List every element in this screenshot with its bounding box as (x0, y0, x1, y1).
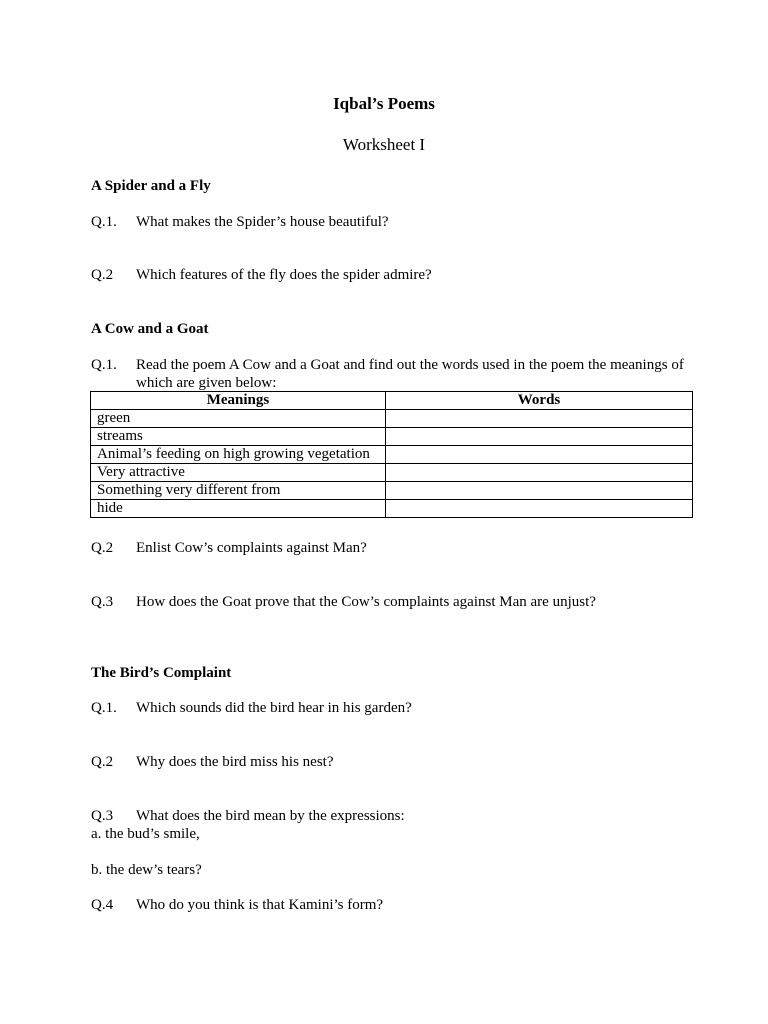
question-number: Q.3 (91, 808, 114, 824)
sub-item: a. the bud’s smile, (91, 826, 200, 842)
question-number: Q.1. (91, 357, 117, 373)
table-row (91, 428, 693, 446)
question-number: Q.3 (91, 594, 114, 610)
question-text: Read the poem A Cow and a Goat and find out the words used in the poem the meanings of which are given below: (136, 357, 684, 391)
meaning-cell: Animal’s feeding on high growing vegetation (91, 446, 386, 464)
table-row (91, 500, 693, 518)
meaning-cell: Something very different from (91, 482, 386, 500)
section-heading-spider-fly: A Spider and a Fly (91, 178, 211, 194)
word-cell (386, 464, 693, 482)
meanings-table (90, 391, 693, 518)
table-row (91, 464, 693, 482)
word-cell (386, 500, 693, 518)
question-text: Which features of the fly does the spider admire? (136, 267, 432, 283)
question-text: What does the bird mean by the expressions: (136, 808, 405, 824)
question-number: Q.4 (91, 897, 114, 913)
table-header-row (91, 392, 693, 410)
question-number: Q.2 (91, 267, 114, 283)
word-cell (386, 446, 693, 464)
table-row (91, 482, 693, 500)
page-title: Iqbal’s Poems (333, 94, 435, 113)
word-cell (386, 410, 693, 428)
table-row (91, 410, 693, 428)
page-subtitle: Worksheet I (342, 135, 426, 154)
question-text: Who do you think is that Kamini’s form? (136, 897, 384, 913)
word-cell (386, 482, 693, 500)
question-text: How does the Goat prove that the Cow’s complaints against Man are unjust? (136, 594, 596, 610)
meaning-cell: green (91, 410, 386, 428)
section-heading-cow-goat: A Cow and a Goat (91, 321, 209, 337)
question-number: Q.2 (91, 754, 114, 770)
question-text: What makes the Spider’s house beautiful? (136, 214, 389, 230)
column-header-meanings: Meanings (91, 392, 386, 410)
sub-item: b. the dew’s tears? (91, 862, 202, 878)
question-number: Q.2 (91, 540, 114, 556)
word-cell (386, 428, 693, 446)
section-heading-birds-complaint: The Bird’s Complaint (91, 665, 232, 681)
column-header-words: Words (386, 392, 693, 410)
meaning-cell: streams (91, 428, 386, 446)
question-text: Why does the bird miss his nest? (136, 754, 334, 770)
question-text: Enlist Cow’s complaints against Man? (136, 540, 367, 556)
meaning-cell: hide (91, 500, 386, 518)
table-row (91, 446, 693, 464)
question-text: Which sounds did the bird hear in his garden? (136, 700, 412, 716)
question-number: Q.1. (91, 700, 117, 716)
meaning-cell: Very attractive (91, 464, 386, 482)
question-number: Q.1. (91, 214, 117, 230)
